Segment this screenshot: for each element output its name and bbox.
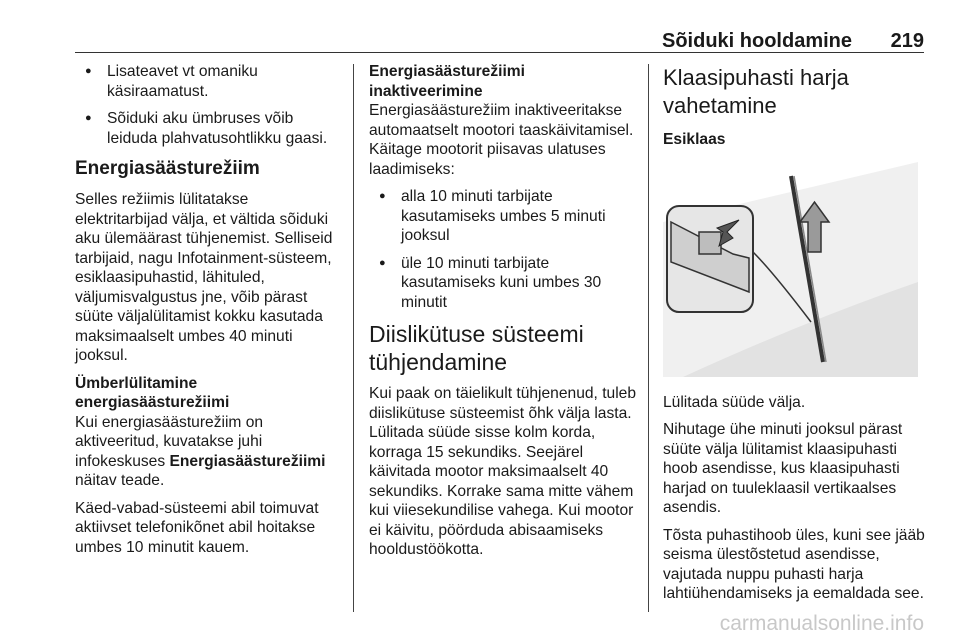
subheading: Ümberlülitamine energiasäästurežiimi bbox=[75, 374, 230, 411]
paragraph bbox=[75, 413, 345, 491]
wiper-illustration bbox=[663, 162, 918, 377]
bullet-item: ● üle 10 minuti tarbijate kasutamiseks kuni umbes 30 minutit bbox=[369, 254, 637, 313]
section-heading: Energiasäästurežiim bbox=[75, 158, 260, 179]
section-title: Sõiduki hooldamine bbox=[661, 30, 852, 52]
column-3 bbox=[663, 62, 925, 612]
display-message-name: Energiasäästurežiimi bbox=[169, 452, 326, 470]
section-heading: Klaasipuhasti harja vahetamine bbox=[663, 65, 849, 118]
subheading: Esiklaas bbox=[663, 131, 726, 148]
subheading: Energiasäästurežiimi inaktiveerimine bbox=[369, 63, 526, 100]
paragraph: Selles režiimis lülitatakse elektritarbijad välja, et vältida sõiduki aku ülemäärast tühjenemist. Selliseid tarbijaid, nagu Infotainment-süsteem, esiklaasipuhastid, lähituled, väljumisvalgustus jne, võib pärast süüte väljalülitamist kokku kasutada maksimaalselt umbes 40 minuti jooksul. bbox=[75, 191, 333, 364]
text-run: näitav teade. bbox=[75, 472, 165, 489]
bullet-item: ● Lisateavet vt omaniku käsiraamatust. bbox=[75, 62, 345, 101]
text-run: Kui energiasäästurežiim on aktiveeritud, kuvatakse juhi infokeskuses bbox=[75, 413, 264, 470]
bullet-item: ● Sõiduki aku ümbruses võib leiduda plahvatusohtlikku gaasi. bbox=[75, 109, 345, 148]
column-divider-2 bbox=[648, 64, 649, 612]
wiper-blade-diagram bbox=[663, 162, 918, 377]
column-1 bbox=[75, 62, 345, 565]
column-divider-1 bbox=[353, 64, 354, 612]
bullet-item: ● alla 10 minuti tarbijate kasutamiseks umbes 5 minuti jooksul bbox=[369, 187, 637, 246]
paragraph: Kui paak on täielikult tühjenenud, tuleb diislikütuse süsteemist õhk välja lasta. Lülitada süüde sisse kolm korda, korraga 15 sekundiks. Seejärel käivitada mootor maksimaalselt 40 sekundiks. Korrake sama mitte vähem kui viiesekundilise vahega. Kui mootor ei käivitu, pöörduda abisaamiseks hooldustöökotta. bbox=[369, 385, 637, 558]
section-heading: Diislikütuse süsteemi tühjendamine bbox=[369, 321, 584, 375]
watermark: carmanualsonline.info bbox=[719, 612, 924, 635]
paragraph: Käed-vabad-süsteemi abil toimuvat aktiivset telefonikõnet abil hoitakse umbes 10 minutit kauem. bbox=[75, 499, 319, 556]
header-rule bbox=[75, 52, 924, 53]
paragraph: Lülitada süüde välja. bbox=[663, 393, 806, 411]
column-2 bbox=[369, 62, 637, 568]
paragraph: Energiasäästurežiim inaktiveeritakse automaatselt mootori taaskäivitamisel. Käitage mootorit piisavas ulatuses laadimiseks: bbox=[369, 102, 634, 178]
paragraph: Tõsta puhastihoob üles, kuni see jääb seisma ülestõstetud asendisse, vajutada nuppu puhasti harja lahtiühendamiseks ja eemaldada see. bbox=[663, 526, 925, 602]
paragraph: Nihutage ühe minuti jooksul pärast süüte välja lülitamist klaasipuhasti hoob asendisse, kus klaasipuhasti harjad on tuuleklaasil vertikaalses asendis. bbox=[663, 421, 903, 516]
page-header bbox=[0, 0, 960, 52]
page-number: 219 bbox=[890, 30, 924, 52]
